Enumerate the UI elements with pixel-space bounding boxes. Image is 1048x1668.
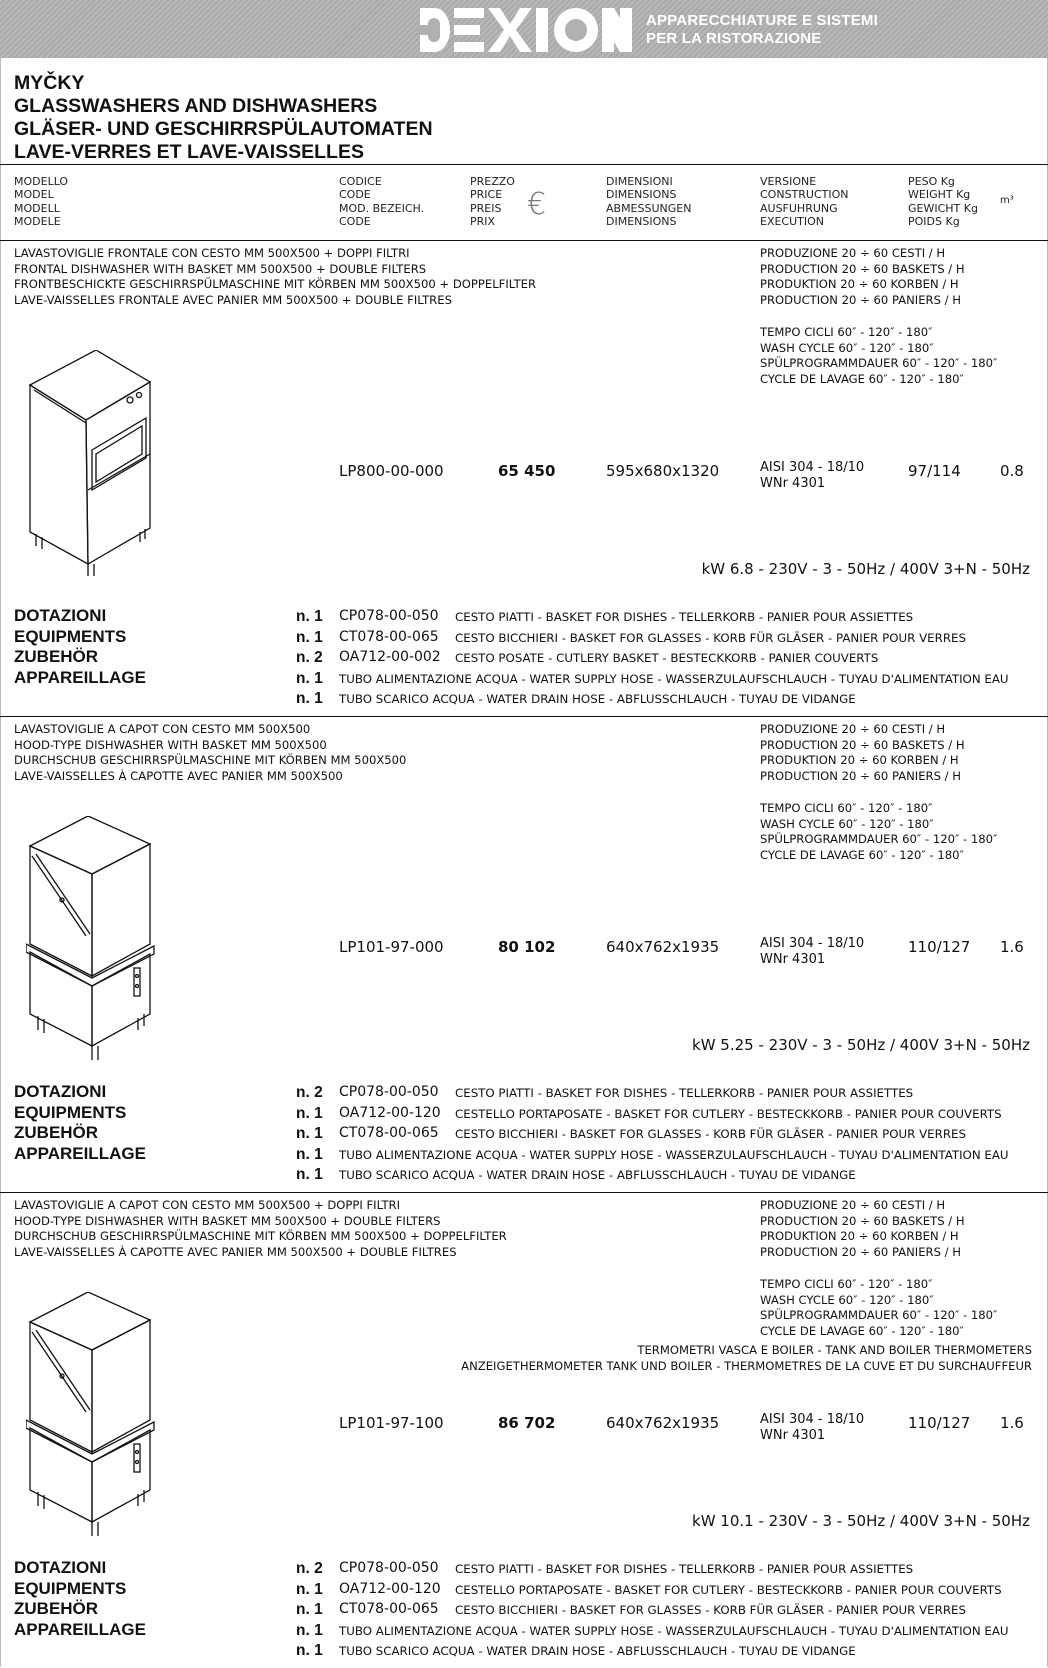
cycle-fr: CYCLE DE LAVAGE 60″ - 120″ - 180″ [760, 847, 964, 862]
cycle-en: WASH CYCLE 60″ - 120″ - 180″ [760, 340, 934, 355]
column-model-it: MODELLO [14, 175, 69, 188]
page-title-block [14, 72, 433, 164]
cycle-it: TEMPO CICLI 60″ - 120″ - 180″ [760, 801, 933, 815]
production-de: PRODUKTION 20 ÷ 60 KORBEN / H [760, 277, 959, 291]
machine-drawing [26, 816, 171, 1066]
accessory-row [0, 1619, 1048, 1642]
model-volume: 1.6 [1000, 938, 1024, 956]
production-de: PRODUKTION 20 ÷ 60 KORBEN / H [760, 753, 959, 767]
production-fr: PRODUCTION 20 ÷ 60 PANIERS / H [760, 1244, 961, 1259]
accessory-row [0, 1560, 1048, 1580]
cycle-de: SPÜLPROGRAMMDAUER 60″ - 120″ - 180″ [760, 832, 998, 846]
accessory-code: CT078-00-065 [339, 1125, 439, 1141]
accessory-row [0, 608, 1048, 628]
description-fr: LAVE-VAISSELLES FRONTALE AVEC PANIER MM 500X500 + DOUBLE FILTRES [14, 292, 452, 307]
cycle-it: TEMPO CICLI 60″ - 120″ - 180″ [760, 1277, 933, 1291]
accessory-qty: n. 1 [296, 669, 323, 687]
accessory-row [0, 690, 1048, 710]
power-spec: kW 10.1 - 230V - 3 - 50Hz / 400V 3+N - 50Hz [692, 1512, 1030, 1530]
column-price-fr: PRIX [470, 215, 496, 229]
accessory-qty: n. 1 [296, 608, 323, 625]
accessory-row [0, 1125, 1048, 1145]
title-cz: MYČKY [14, 72, 85, 94]
accessory-qty: n. 2 [296, 649, 323, 666]
column-code-en: CODE [339, 188, 371, 202]
wash-cycle [760, 325, 997, 387]
equipment-label-fr: APPAREILLAGE [14, 667, 146, 687]
column-weight-it: PESO Kg [908, 175, 955, 188]
accessory-row [0, 1143, 1048, 1166]
production-de: PRODUKTION 20 ÷ 60 KORBEN / H [760, 1229, 959, 1243]
column-version-it: VERSIONE [760, 175, 817, 188]
accessory-code: CT078-00-065 [339, 1601, 439, 1617]
equipment-label-en: EQUIPMENTS [14, 1578, 127, 1598]
column-version-en: CONSTRUCTION [760, 188, 849, 202]
column-weight [908, 175, 978, 229]
power-spec: kW 5.25 - 230V - 3 - 50Hz / 400V 3+N - 50Hz [692, 1036, 1030, 1054]
description-it: LAVASTOVIGLIE FRONTALE CON CESTO MM 500X500 + DOPPI FILTRI [14, 246, 410, 260]
frontal-dishwasher-drawing [26, 350, 171, 580]
accessory-qty: n. 1 [296, 1642, 323, 1659]
title-divider [0, 164, 1048, 165]
hood-dishwasher-drawing [26, 1292, 171, 1542]
tagline-line-2: PER LA RISTORAZIONE [646, 30, 822, 47]
column-version-fr: EXECUTION [760, 215, 825, 229]
production-en: PRODUCTION 20 ÷ 60 BASKETS / H [760, 1213, 965, 1228]
product-description [14, 246, 536, 308]
accessory-description: TUBO SCARICO ACQUA - WATER DRAIN HOSE - ABFLUSSCHLAUCH - TUYAU DE VIDANGE [339, 1168, 856, 1182]
equipment-label-it: DOTAZIONI [14, 606, 107, 625]
accessory-description: CESTO PIATTI - BASKET FOR DISHES - TELLERKORB - PANIER POUR ASSIETTES [455, 1086, 914, 1100]
production-fr: PRODUCTION 20 ÷ 60 PANIERS / H [760, 768, 961, 783]
dexion-logo [418, 4, 634, 56]
cycle-it: TEMPO CICLI 60″ - 120″ - 180″ [760, 325, 933, 339]
description-en: FRONTAL DISHWASHER WITH BASKET MM 500X500 + DOUBLE FILTERS [14, 261, 427, 276]
model-code: LP101-97-000 [339, 938, 444, 956]
accessory-description: CESTO POSATE - CUTLERY BASKET - BESTECKKORB - PANIER COUVERTS [455, 651, 879, 665]
accessory-description: CESTO BICCHIERI - BASKET FOR GLASSES - KORB FÜR GLÄSER - PANIER POUR VERRES [455, 1603, 966, 1617]
accessory-description: CESTELLO PORTAPOSATE - BASKET FOR CUTLERY - BESTECKKORB - PANIER POUR COUVERTS [455, 1106, 1002, 1121]
thermo-line-2: ANZEIGETHERMOMETER TANK UND BOILER - THERMOMETRES DE LA CUVE ET DU SURCHAUFFEUR [461, 1359, 1032, 1373]
description-it: LAVASTOVIGLIE A CAPOT CON CESTO MM 500X500 + DOPPI FILTRI [14, 1198, 401, 1212]
column-price [470, 175, 515, 229]
accessory-qty: n. 1 [296, 1145, 323, 1163]
accessory-description: CESTELLO PORTAPOSATE - BASKET FOR CUTLERY - BESTECKKORB - PANIER POUR COUVERTS [455, 1582, 1002, 1597]
accessory-description: TUBO ALIMENTAZIONE ACQUA - WATER SUPPLY HOSE - WASSERZULAUFSCHLAUCH - TUYAU D'ALIMENTATION EAU [339, 1623, 1009, 1638]
accessory-code: OA712-00-120 [339, 1104, 441, 1121]
model-construction [760, 1412, 864, 1444]
accessory-description: CESTO BICCHIERI - BASKET FOR GLASSES - KORB FÜR GLÄSER - PANIER POUR VERRES [455, 630, 966, 645]
model-construction [760, 936, 864, 968]
column-dimensions-en: DIMENSIONS [606, 188, 677, 202]
accessory-qty: n. 1 [296, 1621, 323, 1639]
thermo-line-1: TERMOMETRI VASCA E BOILER - TANK AND BOILER THERMOMETERS [637, 1343, 1032, 1357]
column-dimensions-it: DIMENSIONI [606, 175, 673, 188]
product-section-2 [0, 716, 1048, 1192]
description-en: HOOD-TYPE DISHWASHER WITH BASKET MM 500X500 [14, 737, 327, 752]
accessory-row [0, 1102, 1048, 1125]
model-volume: 1.6 [1000, 1414, 1024, 1432]
description-en: HOOD-TYPE DISHWASHER WITH BASKET MM 500X500 + DOUBLE FILTERS [14, 1213, 441, 1228]
column-model [14, 175, 68, 229]
model-price: 80 102 [498, 938, 556, 956]
model-code: LP101-97-100 [339, 1414, 444, 1432]
model-weight: 97/114 [908, 462, 961, 480]
construction-wnr: WNr 4301 [760, 952, 826, 967]
equipment-label-en: EQUIPMENTS [14, 626, 127, 646]
equipment-label-en: EQUIPMENTS [14, 1102, 127, 1122]
production-it: PRODUZIONE 20 ÷ 60 CESTI / H [760, 1198, 946, 1212]
column-dimensions-fr: DIMENSIONS [606, 215, 677, 229]
wash-cycle [760, 801, 997, 863]
accessory-qty: n. 1 [296, 1125, 323, 1142]
description-de: DURCHSCHUB GESCHIRRSPÜLMASCHINE MIT KÖRBEN MM 500X500 + DOPPELFILTER [14, 1229, 507, 1243]
cycle-en: WASH CYCLE 60″ - 120″ - 180″ [760, 816, 934, 831]
accessory-row [0, 626, 1048, 649]
accessory-code: CT078-00-065 [339, 628, 439, 645]
accessory-description: CESTO PIATTI - BASKET FOR DISHES - TELLERKORB - PANIER POUR ASSIETTES [455, 610, 914, 624]
construction-wnr: WNr 4301 [760, 1428, 826, 1443]
column-version-de: AUSFUHRUNG [760, 201, 838, 215]
accessory-qty: n. 2 [296, 1084, 323, 1101]
accessory-row [0, 1578, 1048, 1601]
equipment-label-fr: APPAREILLAGE [14, 1143, 146, 1163]
column-code-de: MOD. BEZEICH. [339, 201, 425, 215]
equipment-label-de: ZUBEHÖR [14, 647, 99, 666]
description-de: DURCHSCHUB GESCHIRRSPÜLMASCHINE MIT KÖRBEN MM 500X500 [14, 753, 407, 767]
column-price-de: PREIS [470, 201, 502, 215]
accessory-code: CP078-00-050 [339, 1084, 439, 1100]
machine-drawing [26, 1292, 171, 1542]
model-construction [760, 460, 864, 492]
model-dimensions: 640x762x1935 [606, 1414, 720, 1432]
title-de: GLÄSER- UND GESCHIRRSPÜLAUTOMATEN [14, 118, 433, 140]
accessory-qty: n. 1 [296, 1166, 323, 1183]
accessory-code: CP078-00-050 [339, 1560, 439, 1576]
column-code [339, 175, 424, 229]
column-price-en: PRICE [470, 188, 503, 202]
accessory-description: CESTO BICCHIERI - BASKET FOR GLASSES - KORB FÜR GLÄSER - PANIER POUR VERRES [455, 1127, 966, 1141]
production-rate [760, 1198, 965, 1260]
cycle-fr: CYCLE DE LAVAGE 60″ - 120″ - 180″ [760, 1323, 964, 1338]
machine-drawing [26, 350, 171, 580]
column-volume: m³ [1000, 195, 1014, 206]
product-section-3 [0, 1192, 1048, 1668]
model-dimensions: 595x680x1320 [606, 462, 720, 480]
column-dimensions [606, 175, 691, 229]
construction-steel: AISI 304 - 18/10 [760, 936, 865, 951]
construction-wnr: WNr 4301 [760, 476, 826, 491]
accessory-qty: n. 2 [296, 1560, 323, 1577]
production-fr: PRODUCTION 20 ÷ 60 PANIERS / H [760, 292, 961, 307]
euro-icon: € [527, 187, 547, 222]
construction-steel: AISI 304 - 18/10 [760, 1412, 865, 1427]
thermometer-note [461, 1342, 1032, 1374]
cycle-de: SPÜLPROGRAMMDAUER 60″ - 120″ - 180″ [760, 1308, 998, 1322]
accessory-qty: n. 1 [296, 1104, 323, 1122]
accessory-code: OA712-00-002 [339, 649, 441, 665]
accessory-qty: n. 1 [296, 690, 323, 707]
equipment-label-de: ZUBEHÖR [14, 1599, 99, 1618]
wash-cycle [760, 1277, 997, 1339]
accessory-row [0, 667, 1048, 690]
production-rate [760, 246, 965, 308]
production-en: PRODUCTION 20 ÷ 60 BASKETS / H [760, 261, 965, 276]
column-model-de: MODELL [14, 201, 60, 215]
header-band [0, 0, 1048, 58]
column-code-fr: CODE [339, 215, 371, 229]
product-section-1 [0, 240, 1048, 716]
accessory-row [0, 1642, 1048, 1662]
production-en: PRODUCTION 20 ÷ 60 BASKETS / H [760, 737, 965, 752]
equipment-label-fr: APPAREILLAGE [14, 1619, 146, 1639]
model-dimensions: 640x762x1935 [606, 938, 720, 956]
title-en: GLASSWASHERS AND DISHWASHERS [14, 95, 378, 117]
accessory-description: TUBO SCARICO ACQUA - WATER DRAIN HOSE - ABFLUSSCHLAUCH - TUYAU DE VIDANGE [339, 692, 856, 706]
accessory-row [0, 1084, 1048, 1104]
column-weight-fr: POIDS Kg [908, 215, 960, 229]
model-weight: 110/127 [908, 1414, 971, 1432]
title-fr: LAVE-VERRES ET LAVE-VAISSELLES [14, 141, 364, 163]
column-model-fr: MODELE [14, 215, 61, 229]
column-version [760, 175, 849, 229]
column-weight-en: WEIGHT Kg [908, 188, 971, 202]
production-rate [760, 722, 965, 784]
accessory-qty: n. 1 [296, 1580, 323, 1598]
column-weight-de: GEWICHT Kg [908, 201, 978, 215]
description-it: LAVASTOVIGLIE A CAPOT CON CESTO MM 500X500 [14, 722, 311, 736]
model-code: LP800-00-000 [339, 462, 444, 480]
cycle-fr: CYCLE DE LAVAGE 60″ - 120″ - 180″ [760, 371, 964, 386]
column-code-it: CODICE [339, 175, 382, 188]
cycle-de: SPÜLPROGRAMMDAUER 60″ - 120″ - 180″ [760, 356, 998, 370]
column-dimensions-de: ABMESSUNGEN [606, 201, 692, 215]
description-fr: LAVE-VAISSELLES À CAPOTTE AVEC PANIER MM 500X500 [14, 768, 343, 783]
accessory-code: OA712-00-120 [339, 1580, 441, 1597]
accessory-description: TUBO SCARICO ACQUA - WATER DRAIN HOSE - ABFLUSSCHLAUCH - TUYAU DE VIDANGE [339, 1644, 856, 1658]
column-price-it: PREZZO [470, 175, 515, 188]
construction-steel: AISI 304 - 18/10 [760, 460, 865, 475]
description-fr: LAVE-VAISSELLES À CAPOTTE AVEC PANIER MM 500X500 + DOUBLE FILTRES [14, 1244, 457, 1259]
production-it: PRODUZIONE 20 ÷ 60 CESTI / H [760, 722, 946, 736]
cycle-en: WASH CYCLE 60″ - 120″ - 180″ [760, 1292, 934, 1307]
accessory-code: CP078-00-050 [339, 608, 439, 624]
accessory-qty: n. 1 [296, 628, 323, 646]
tagline-line-1: APPARECCHIATURE E SISTEMI [646, 12, 878, 29]
production-it: PRODUZIONE 20 ÷ 60 CESTI / H [760, 246, 946, 260]
power-spec: kW 6.8 - 230V - 3 - 50Hz / 400V 3+N - 50Hz [701, 560, 1030, 578]
product-description [14, 1198, 507, 1260]
accessory-qty: n. 1 [296, 1601, 323, 1618]
accessory-description: CESTO PIATTI - BASKET FOR DISHES - TELLERKORB - PANIER POUR ASSIETTES [455, 1562, 914, 1576]
accessory-description: TUBO ALIMENTAZIONE ACQUA - WATER SUPPLY HOSE - WASSERZULAUFSCHLAUCH - TUYAU D'ALIMENTATION EAU [339, 671, 1009, 686]
model-price: 86 702 [498, 1414, 556, 1432]
description-de: FRONTBESCHICKTE GESCHIRRSPÜLMASCHINE MIT KÖRBEN MM 500X500 + DOPPELFILTER [14, 277, 537, 291]
model-price: 65 450 [498, 462, 556, 480]
accessory-row [0, 649, 1048, 669]
accessory-row [0, 1166, 1048, 1186]
accessory-description: TUBO ALIMENTAZIONE ACQUA - WATER SUPPLY HOSE - WASSERZULAUFSCHLAUCH - TUYAU D'ALIMENTATION EAU [339, 1147, 1009, 1162]
model-volume: 0.8 [1000, 462, 1024, 480]
column-model-en: MODEL [14, 188, 54, 202]
hood-dishwasher-drawing [26, 816, 171, 1066]
equipment-label-it: DOTAZIONI [14, 1082, 107, 1101]
equipment-label-it: DOTAZIONI [14, 1558, 107, 1577]
equipment-label-de: ZUBEHÖR [14, 1123, 99, 1142]
product-description [14, 722, 406, 784]
model-weight: 110/127 [908, 938, 971, 956]
accessory-row [0, 1601, 1048, 1621]
brand-tagline [646, 12, 878, 48]
